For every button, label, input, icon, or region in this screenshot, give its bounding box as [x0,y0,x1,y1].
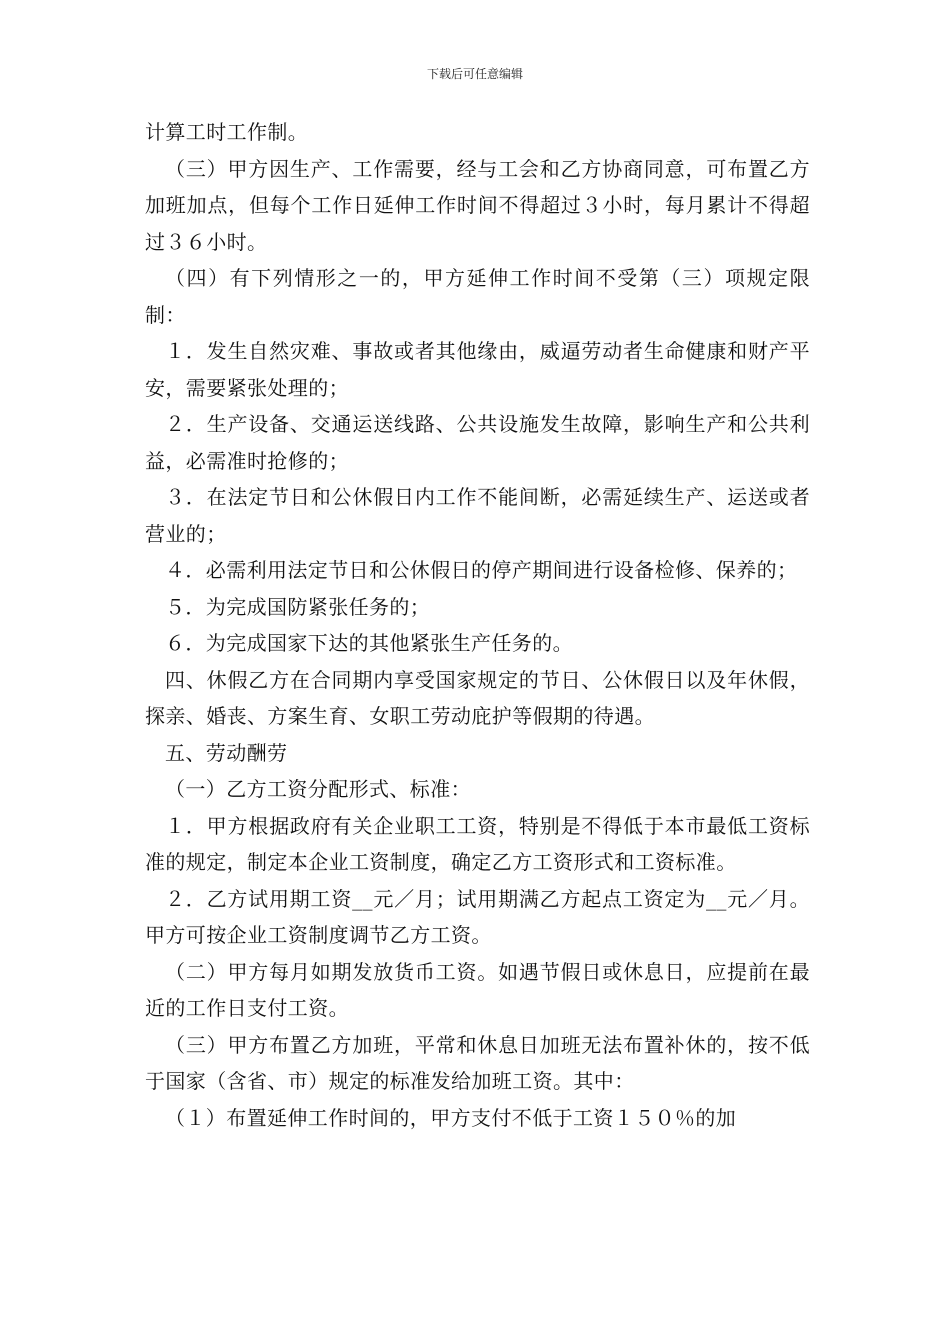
paragraph-continuation: 计算工时工作制。 [145,120,309,144]
list-item-3: ３．在法定节日和公休假日内工作不能间断，必需延续生产、运送或者营业的； [145,485,810,546]
list-item-2: ２．生产设备、交通运送线路、公共设施发生故障，影响生产和公共利益，必需准时抢修的； [145,412,810,473]
subsection-3-overtime-pay: （三）甲方布置乙方加班，平常和休息日加班无法布置补休的，按不低于国家（含省、市）规定的标准发给加班工资。其中： [145,1032,810,1093]
document-body [145,114,810,1136]
overtime-pay-item-1: （１）布置延伸工作时间的，甲方支付不低于工资１５０％的加 [165,1105,737,1130]
subsection-1-wage-form: （一）乙方工资分配形式、标准： [165,777,471,801]
page-header: 下载后可任意编辑 [426,67,523,81]
wage-item-1: １．甲方根据政府有关企业职工工资，特别是不得低于本市最低工资标准的规定，制定本企业工资制度，确定乙方工资形式和工资标准。 [145,813,810,874]
list-item-4: ４．必需利用法定节日和公休假日的停产期间进行设备检修、保养的； [165,558,798,582]
paragraph-exceptions-intro: （四）有下列情形之一的，甲方延伸工作时间不受第（三）项规定限制： [145,266,810,327]
wage-item-2: ２．乙方试用期工资__元／月；试用期满乙方起点工资定为__元／月。甲方可按企业工资制度调节乙方工资。 [145,886,810,947]
list-item-6: ６．为完成国家下达的其他紧张生产任务的。 [165,631,573,655]
list-item-1: １．发生自然灾难、事故或者其他缘由，威逼劳动者生命健康和财产平安，需要紧张处理的； [145,339,810,400]
section-4-leave: 四、休假乙方在合同期内享受国家规定的节日、公休假日以及年休假，探亲、婚丧、方案生育、女职工劳动庇护等假期的待遇。 [145,667,810,728]
subsection-2-payment: （二）甲方每月如期发放货币工资。如遇节假日或休息日，应提前在最近的工作日支付工资。 [145,959,810,1020]
paragraph-overtime-limit: （三）甲方因生产、工作需要，经与工会和乙方协商同意，可布置乙方加班加点，但每个工作日延伸工作时间不得超过３小时，每月累计不得超过３６小时。 [145,156,810,254]
section-5-heading: 五、劳动酬劳 [165,740,288,765]
list-item-5: ５．为完成国防紧张任务的； [165,594,431,619]
